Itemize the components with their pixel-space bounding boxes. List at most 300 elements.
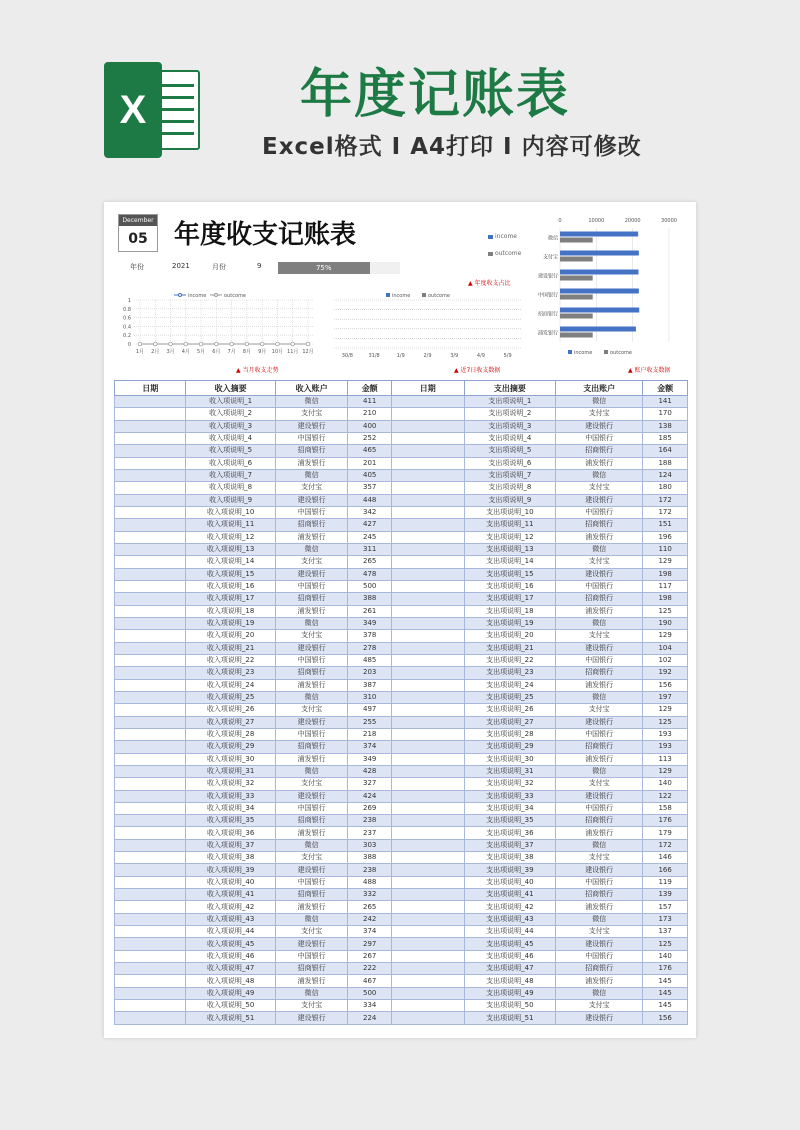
expense-summary-cell[interactable]: 支出项说明_23 — [464, 667, 556, 679]
expense-amount-cell[interactable]: 190 — [643, 617, 688, 629]
income-account-cell[interactable]: 建设银行 — [275, 568, 348, 580]
income-account-cell[interactable]: 中国银行 — [275, 950, 348, 962]
date-cell[interactable] — [391, 889, 464, 901]
date-cell[interactable] — [391, 593, 464, 605]
income-account-cell[interactable]: 建设银行 — [275, 716, 348, 728]
date-cell[interactable] — [391, 531, 464, 543]
expense-summary-cell[interactable]: 支出项说明_13 — [464, 543, 556, 555]
income-summary-cell[interactable]: 收入项说明_15 — [186, 568, 275, 580]
expense-amount-cell[interactable]: 198 — [643, 568, 688, 580]
date-cell[interactable] — [391, 839, 464, 851]
expense-amount-cell[interactable]: 151 — [643, 519, 688, 531]
income-amount-cell[interactable]: 465 — [348, 445, 392, 457]
expense-amount-cell[interactable]: 158 — [643, 802, 688, 814]
income-amount-cell[interactable]: 252 — [348, 432, 392, 444]
income-summary-cell[interactable]: 收入项说明_41 — [186, 889, 275, 901]
expense-amount-cell[interactable]: 124 — [643, 469, 688, 481]
income-account-cell[interactable]: 招商银行 — [275, 815, 348, 827]
income-summary-cell[interactable]: 收入项说明_49 — [186, 987, 275, 999]
expense-amount-cell[interactable]: 156 — [643, 679, 688, 691]
income-summary-cell[interactable]: 收入项说明_2 — [186, 408, 275, 420]
expense-amount-cell[interactable]: 145 — [643, 975, 688, 987]
expense-summary-cell[interactable]: 支出项说明_26 — [464, 704, 556, 716]
income-account-cell[interactable]: 支付宝 — [275, 556, 348, 568]
date-cell[interactable] — [115, 457, 186, 469]
expense-summary-cell[interactable]: 支出项说明_7 — [464, 469, 556, 481]
expense-amount-cell[interactable]: 196 — [643, 531, 688, 543]
income-summary-cell[interactable]: 收入项说明_27 — [186, 716, 275, 728]
income-amount-cell[interactable]: 342 — [348, 506, 392, 518]
income-account-cell[interactable]: 微信 — [275, 396, 348, 408]
date-cell[interactable] — [391, 654, 464, 666]
income-account-cell[interactable]: 微信 — [275, 765, 348, 777]
expense-summary-cell[interactable]: 支出项说明_29 — [464, 741, 556, 753]
income-amount-cell[interactable]: 237 — [348, 827, 392, 839]
expense-amount-cell[interactable]: 176 — [643, 963, 688, 975]
income-summary-cell[interactable]: 收入项说明_11 — [186, 519, 275, 531]
income-account-cell[interactable]: 微信 — [275, 543, 348, 555]
income-summary-cell[interactable]: 收入项说明_18 — [186, 605, 275, 617]
expense-account-cell[interactable]: 中国银行 — [556, 432, 643, 444]
expense-amount-cell[interactable]: 145 — [643, 987, 688, 999]
income-summary-cell[interactable]: 收入项说明_35 — [186, 815, 275, 827]
income-amount-cell[interactable]: 303 — [348, 839, 392, 851]
date-cell[interactable] — [391, 901, 464, 913]
income-account-cell[interactable]: 招商银行 — [275, 667, 348, 679]
expense-account-cell[interactable]: 浦发银行 — [556, 679, 643, 691]
expense-account-cell[interactable]: 微信 — [556, 839, 643, 851]
income-account-cell[interactable]: 建设银行 — [275, 790, 348, 802]
income-account-cell[interactable]: 建设银行 — [275, 864, 348, 876]
income-account-cell[interactable]: 中国银行 — [275, 654, 348, 666]
income-summary-cell[interactable]: 收入项说明_24 — [186, 679, 275, 691]
expense-account-cell[interactable]: 建设银行 — [556, 790, 643, 802]
expense-account-cell[interactable]: 中国银行 — [556, 654, 643, 666]
date-cell[interactable] — [115, 704, 186, 716]
date-cell[interactable] — [115, 432, 186, 444]
expense-account-cell[interactable]: 中国银行 — [556, 506, 643, 518]
expense-summary-cell[interactable]: 支出项说明_25 — [464, 691, 556, 703]
expense-summary-cell[interactable]: 支出项说明_8 — [464, 482, 556, 494]
expense-account-cell[interactable]: 招商银行 — [556, 889, 643, 901]
date-cell[interactable] — [391, 852, 464, 864]
expense-account-cell[interactable]: 支付宝 — [556, 408, 643, 420]
expense-account-cell[interactable]: 建设银行 — [556, 494, 643, 506]
income-amount-cell[interactable]: 334 — [348, 1000, 392, 1012]
date-cell[interactable] — [115, 1012, 186, 1024]
expense-amount-cell[interactable]: 125 — [643, 938, 688, 950]
date-cell[interactable] — [391, 667, 464, 679]
expense-account-cell[interactable]: 支付宝 — [556, 482, 643, 494]
income-summary-cell[interactable]: 收入项说明_25 — [186, 691, 275, 703]
expense-account-cell[interactable]: 浦发银行 — [556, 975, 643, 987]
date-cell[interactable] — [391, 543, 464, 555]
expense-account-cell[interactable]: 支付宝 — [556, 852, 643, 864]
expense-summary-cell[interactable]: 支出项说明_9 — [464, 494, 556, 506]
expense-summary-cell[interactable]: 支出项说明_34 — [464, 802, 556, 814]
expense-account-cell[interactable]: 建设银行 — [556, 716, 643, 728]
date-cell[interactable] — [115, 494, 186, 506]
income-amount-cell[interactable]: 388 — [348, 852, 392, 864]
expense-amount-cell[interactable]: 192 — [643, 667, 688, 679]
date-cell[interactable] — [115, 852, 186, 864]
date-cell[interactable] — [391, 432, 464, 444]
income-summary-cell[interactable]: 收入项说明_29 — [186, 741, 275, 753]
expense-summary-cell[interactable]: 支出项说明_50 — [464, 1000, 556, 1012]
income-summary-cell[interactable]: 收入项说明_51 — [186, 1012, 275, 1024]
date-cell[interactable] — [391, 482, 464, 494]
date-cell[interactable] — [115, 802, 186, 814]
expense-summary-cell[interactable]: 支出项说明_30 — [464, 753, 556, 765]
expense-summary-cell[interactable]: 支出项说明_35 — [464, 815, 556, 827]
income-summary-cell[interactable]: 收入项说明_19 — [186, 617, 275, 629]
date-cell[interactable] — [391, 815, 464, 827]
expense-summary-cell[interactable]: 支出项说明_15 — [464, 568, 556, 580]
expense-amount-cell[interactable]: 185 — [643, 432, 688, 444]
date-cell[interactable] — [391, 728, 464, 740]
expense-amount-cell[interactable]: 122 — [643, 790, 688, 802]
income-amount-cell[interactable]: 405 — [348, 469, 392, 481]
expense-summary-cell[interactable]: 支出项说明_14 — [464, 556, 556, 568]
date-cell[interactable] — [115, 593, 186, 605]
income-account-cell[interactable]: 中国银行 — [275, 432, 348, 444]
income-summary-cell[interactable]: 收入项说明_26 — [186, 704, 275, 716]
expense-account-cell[interactable]: 微信 — [556, 691, 643, 703]
expense-summary-cell[interactable]: 支出项说明_33 — [464, 790, 556, 802]
expense-account-cell[interactable]: 建设银行 — [556, 420, 643, 432]
date-cell[interactable] — [391, 396, 464, 408]
date-cell[interactable] — [115, 839, 186, 851]
income-amount-cell[interactable]: 357 — [348, 482, 392, 494]
date-cell[interactable] — [391, 876, 464, 888]
expense-summary-cell[interactable]: 支出项说明_27 — [464, 716, 556, 728]
date-cell[interactable] — [391, 469, 464, 481]
date-cell[interactable] — [391, 445, 464, 457]
date-cell[interactable] — [115, 506, 186, 518]
income-account-cell[interactable]: 微信 — [275, 617, 348, 629]
income-account-cell[interactable]: 中国银行 — [275, 876, 348, 888]
date-cell[interactable] — [115, 716, 186, 728]
income-account-cell[interactable]: 招商银行 — [275, 889, 348, 901]
expense-summary-cell[interactable]: 支出项说明_44 — [464, 926, 556, 938]
income-summary-cell[interactable]: 收入项说明_6 — [186, 457, 275, 469]
date-cell[interactable] — [115, 889, 186, 901]
date-cell[interactable] — [391, 716, 464, 728]
income-summary-cell[interactable]: 收入项说明_9 — [186, 494, 275, 506]
income-account-cell[interactable]: 建设银行 — [275, 1012, 348, 1024]
date-cell[interactable] — [115, 728, 186, 740]
date-cell[interactable] — [391, 938, 464, 950]
income-amount-cell[interactable]: 238 — [348, 864, 392, 876]
expense-amount-cell[interactable]: 198 — [643, 593, 688, 605]
income-account-cell[interactable]: 支付宝 — [275, 704, 348, 716]
date-cell[interactable] — [115, 469, 186, 481]
expense-summary-cell[interactable]: 支出项说明_17 — [464, 593, 556, 605]
income-account-cell[interactable]: 微信 — [275, 839, 348, 851]
date-cell[interactable] — [115, 654, 186, 666]
income-summary-cell[interactable]: 收入项说明_44 — [186, 926, 275, 938]
date-cell[interactable] — [391, 741, 464, 753]
expense-account-cell[interactable]: 建设银行 — [556, 938, 643, 950]
expense-summary-cell[interactable]: 支出项说明_1 — [464, 396, 556, 408]
expense-account-cell[interactable]: 招商银行 — [556, 815, 643, 827]
expense-amount-cell[interactable]: 197 — [643, 691, 688, 703]
income-account-cell[interactable]: 支付宝 — [275, 408, 348, 420]
income-summary-cell[interactable]: 收入项说明_43 — [186, 913, 275, 925]
expense-account-cell[interactable]: 招商银行 — [556, 593, 643, 605]
month-value[interactable]: 9 — [257, 262, 262, 270]
date-cell[interactable] — [115, 790, 186, 802]
income-amount-cell[interactable]: 400 — [348, 420, 392, 432]
expense-account-cell[interactable]: 招商银行 — [556, 445, 643, 457]
expense-summary-cell[interactable]: 支出项说明_40 — [464, 876, 556, 888]
income-amount-cell[interactable]: 278 — [348, 642, 392, 654]
expense-amount-cell[interactable]: 170 — [643, 408, 688, 420]
expense-summary-cell[interactable]: 支出项说明_4 — [464, 432, 556, 444]
income-summary-cell[interactable]: 收入项说明_12 — [186, 531, 275, 543]
expense-account-cell[interactable]: 微信 — [556, 765, 643, 777]
income-account-cell[interactable]: 建设银行 — [275, 420, 348, 432]
income-account-cell[interactable]: 招商银行 — [275, 445, 348, 457]
date-cell[interactable] — [391, 617, 464, 629]
expense-summary-cell[interactable]: 支出项说明_31 — [464, 765, 556, 777]
date-cell[interactable] — [391, 802, 464, 814]
expense-amount-cell[interactable]: 141 — [643, 396, 688, 408]
expense-summary-cell[interactable]: 支出项说明_28 — [464, 728, 556, 740]
income-amount-cell[interactable]: 265 — [348, 556, 392, 568]
expense-account-cell[interactable]: 建设银行 — [556, 864, 643, 876]
income-amount-cell[interactable]: 238 — [348, 815, 392, 827]
date-cell[interactable] — [115, 913, 186, 925]
date-cell[interactable] — [391, 691, 464, 703]
income-account-cell[interactable]: 中国银行 — [275, 728, 348, 740]
income-summary-cell[interactable]: 收入项说明_36 — [186, 827, 275, 839]
date-cell[interactable] — [115, 420, 186, 432]
date-cell[interactable] — [115, 408, 186, 420]
income-summary-cell[interactable]: 收入项说明_37 — [186, 839, 275, 851]
income-account-cell[interactable]: 浦发银行 — [275, 753, 348, 765]
income-account-cell[interactable]: 浦发银行 — [275, 679, 348, 691]
expense-amount-cell[interactable]: 188 — [643, 457, 688, 469]
expense-amount-cell[interactable]: 104 — [643, 642, 688, 654]
income-amount-cell[interactable]: 310 — [348, 691, 392, 703]
date-cell[interactable] — [115, 975, 186, 987]
income-account-cell[interactable]: 中国银行 — [275, 802, 348, 814]
expense-summary-cell[interactable]: 支出项说明_12 — [464, 531, 556, 543]
expense-account-cell[interactable]: 浦发银行 — [556, 605, 643, 617]
expense-summary-cell[interactable]: 支出项说明_37 — [464, 839, 556, 851]
date-cell[interactable] — [115, 938, 186, 950]
income-amount-cell[interactable]: 203 — [348, 667, 392, 679]
income-summary-cell[interactable]: 收入项说明_32 — [186, 778, 275, 790]
income-account-cell[interactable]: 建设银行 — [275, 642, 348, 654]
expense-account-cell[interactable]: 中国银行 — [556, 728, 643, 740]
income-summary-cell[interactable]: 收入项说明_47 — [186, 963, 275, 975]
income-amount-cell[interactable]: 210 — [348, 408, 392, 420]
date-cell[interactable] — [391, 408, 464, 420]
expense-amount-cell[interactable]: 129 — [643, 704, 688, 716]
date-cell[interactable] — [115, 543, 186, 555]
expense-account-cell[interactable]: 建设银行 — [556, 1012, 643, 1024]
income-summary-cell[interactable]: 收入项说明_16 — [186, 580, 275, 592]
income-amount-cell[interactable]: 497 — [348, 704, 392, 716]
income-summary-cell[interactable]: 收入项说明_45 — [186, 938, 275, 950]
income-summary-cell[interactable]: 收入项说明_30 — [186, 753, 275, 765]
date-cell[interactable] — [391, 704, 464, 716]
expense-summary-cell[interactable]: 支出项说明_6 — [464, 457, 556, 469]
income-summary-cell[interactable]: 收入项说明_31 — [186, 765, 275, 777]
expense-amount-cell[interactable]: 172 — [643, 494, 688, 506]
income-summary-cell[interactable]: 收入项说明_23 — [186, 667, 275, 679]
expense-account-cell[interactable]: 中国银行 — [556, 950, 643, 962]
expense-account-cell[interactable]: 浦发银行 — [556, 827, 643, 839]
expense-summary-cell[interactable]: 支出项说明_46 — [464, 950, 556, 962]
income-account-cell[interactable]: 支付宝 — [275, 482, 348, 494]
expense-account-cell[interactable]: 微信 — [556, 617, 643, 629]
date-cell[interactable] — [391, 457, 464, 469]
income-summary-cell[interactable]: 收入项说明_4 — [186, 432, 275, 444]
expense-amount-cell[interactable]: 180 — [643, 482, 688, 494]
expense-amount-cell[interactable]: 172 — [643, 839, 688, 851]
income-amount-cell[interactable]: 428 — [348, 765, 392, 777]
income-summary-cell[interactable]: 收入项说明_39 — [186, 864, 275, 876]
expense-amount-cell[interactable]: 176 — [643, 815, 688, 827]
income-amount-cell[interactable]: 222 — [348, 963, 392, 975]
date-cell[interactable] — [115, 642, 186, 654]
date-cell[interactable] — [391, 778, 464, 790]
expense-account-cell[interactable]: 招商银行 — [556, 519, 643, 531]
income-amount-cell[interactable]: 478 — [348, 568, 392, 580]
date-cell[interactable] — [391, 827, 464, 839]
expense-account-cell[interactable]: 微信 — [556, 396, 643, 408]
income-summary-cell[interactable]: 收入项说明_17 — [186, 593, 275, 605]
income-account-cell[interactable]: 建设银行 — [275, 938, 348, 950]
date-cell[interactable] — [115, 926, 186, 938]
income-summary-cell[interactable]: 收入项说明_21 — [186, 642, 275, 654]
date-cell[interactable] — [391, 913, 464, 925]
income-amount-cell[interactable]: 224 — [348, 1012, 392, 1024]
expense-amount-cell[interactable]: 119 — [643, 876, 688, 888]
expense-summary-cell[interactable]: 支出项说明_51 — [464, 1012, 556, 1024]
income-amount-cell[interactable]: 218 — [348, 728, 392, 740]
expense-account-cell[interactable]: 支付宝 — [556, 1000, 643, 1012]
expense-account-cell[interactable]: 中国银行 — [556, 876, 643, 888]
income-summary-cell[interactable]: 收入项说明_50 — [186, 1000, 275, 1012]
expense-amount-cell[interactable]: 164 — [643, 445, 688, 457]
income-account-cell[interactable]: 微信 — [275, 987, 348, 999]
date-cell[interactable] — [115, 445, 186, 457]
date-cell[interactable] — [391, 679, 464, 691]
income-summary-cell[interactable]: 收入项说明_8 — [186, 482, 275, 494]
expense-summary-cell[interactable]: 支出项说明_47 — [464, 963, 556, 975]
income-summary-cell[interactable]: 收入项说明_10 — [186, 506, 275, 518]
income-account-cell[interactable]: 浦发银行 — [275, 901, 348, 913]
expense-account-cell[interactable]: 招商银行 — [556, 667, 643, 679]
income-summary-cell[interactable]: 收入项说明_5 — [186, 445, 275, 457]
income-amount-cell[interactable]: 388 — [348, 593, 392, 605]
date-cell[interactable] — [115, 556, 186, 568]
date-cell[interactable] — [115, 765, 186, 777]
date-cell[interactable] — [115, 568, 186, 580]
expense-amount-cell[interactable]: 140 — [643, 950, 688, 962]
income-amount-cell[interactable]: 245 — [348, 531, 392, 543]
year-value[interactable]: 2021 — [172, 262, 190, 270]
expense-summary-cell[interactable]: 支出项说明_22 — [464, 654, 556, 666]
income-summary-cell[interactable]: 收入项说明_33 — [186, 790, 275, 802]
expense-account-cell[interactable]: 微信 — [556, 543, 643, 555]
income-amount-cell[interactable]: 411 — [348, 396, 392, 408]
expense-amount-cell[interactable]: 156 — [643, 1012, 688, 1024]
income-amount-cell[interactable]: 427 — [348, 519, 392, 531]
expense-amount-cell[interactable]: 138 — [643, 420, 688, 432]
expense-account-cell[interactable]: 浦发银行 — [556, 901, 643, 913]
income-summary-cell[interactable]: 收入项说明_34 — [186, 802, 275, 814]
income-amount-cell[interactable]: 201 — [348, 457, 392, 469]
expense-summary-cell[interactable]: 支出项说明_11 — [464, 519, 556, 531]
date-cell[interactable] — [115, 531, 186, 543]
income-amount-cell[interactable]: 500 — [348, 987, 392, 999]
expense-summary-cell[interactable]: 支出项说明_49 — [464, 987, 556, 999]
income-amount-cell[interactable]: 332 — [348, 889, 392, 901]
income-amount-cell[interactable]: 387 — [348, 679, 392, 691]
date-cell[interactable] — [115, 950, 186, 962]
date-cell[interactable] — [115, 679, 186, 691]
income-summary-cell[interactable]: 收入项说明_3 — [186, 420, 275, 432]
income-amount-cell[interactable]: 242 — [348, 913, 392, 925]
expense-summary-cell[interactable]: 支出项说明_42 — [464, 901, 556, 913]
income-summary-cell[interactable]: 收入项说明_42 — [186, 901, 275, 913]
income-summary-cell[interactable]: 收入项说明_48 — [186, 975, 275, 987]
income-amount-cell[interactable]: 424 — [348, 790, 392, 802]
expense-account-cell[interactable]: 支付宝 — [556, 926, 643, 938]
expense-account-cell[interactable]: 支付宝 — [556, 778, 643, 790]
income-amount-cell[interactable]: 265 — [348, 901, 392, 913]
date-cell[interactable] — [391, 605, 464, 617]
expense-summary-cell[interactable]: 支出项说明_45 — [464, 938, 556, 950]
expense-account-cell[interactable]: 支付宝 — [556, 556, 643, 568]
income-account-cell[interactable]: 支付宝 — [275, 630, 348, 642]
date-cell[interactable] — [115, 753, 186, 765]
expense-summary-cell[interactable]: 支出项说明_5 — [464, 445, 556, 457]
date-cell[interactable] — [391, 568, 464, 580]
date-cell[interactable] — [115, 580, 186, 592]
date-cell[interactable] — [391, 642, 464, 654]
expense-amount-cell[interactable]: 139 — [643, 889, 688, 901]
date-cell[interactable] — [391, 753, 464, 765]
income-amount-cell[interactable]: 374 — [348, 741, 392, 753]
expense-summary-cell[interactable]: 支出项说明_39 — [464, 864, 556, 876]
expense-account-cell[interactable]: 微信 — [556, 913, 643, 925]
expense-amount-cell[interactable]: 179 — [643, 827, 688, 839]
income-summary-cell[interactable]: 收入项说明_28 — [186, 728, 275, 740]
expense-amount-cell[interactable]: 193 — [643, 741, 688, 753]
expense-amount-cell[interactable]: 129 — [643, 765, 688, 777]
income-account-cell[interactable]: 中国银行 — [275, 506, 348, 518]
expense-summary-cell[interactable]: 支出项说明_38 — [464, 852, 556, 864]
income-account-cell[interactable]: 招商银行 — [275, 593, 348, 605]
expense-amount-cell[interactable]: 113 — [643, 753, 688, 765]
date-cell[interactable] — [391, 630, 464, 642]
date-cell[interactable] — [115, 482, 186, 494]
date-cell[interactable] — [115, 815, 186, 827]
income-account-cell[interactable]: 微信 — [275, 469, 348, 481]
income-summary-cell[interactable]: 收入项说明_20 — [186, 630, 275, 642]
expense-account-cell[interactable]: 建设银行 — [556, 568, 643, 580]
date-cell[interactable] — [115, 901, 186, 913]
expense-amount-cell[interactable]: 166 — [643, 864, 688, 876]
date-cell[interactable] — [115, 741, 186, 753]
income-account-cell[interactable]: 浦发银行 — [275, 605, 348, 617]
